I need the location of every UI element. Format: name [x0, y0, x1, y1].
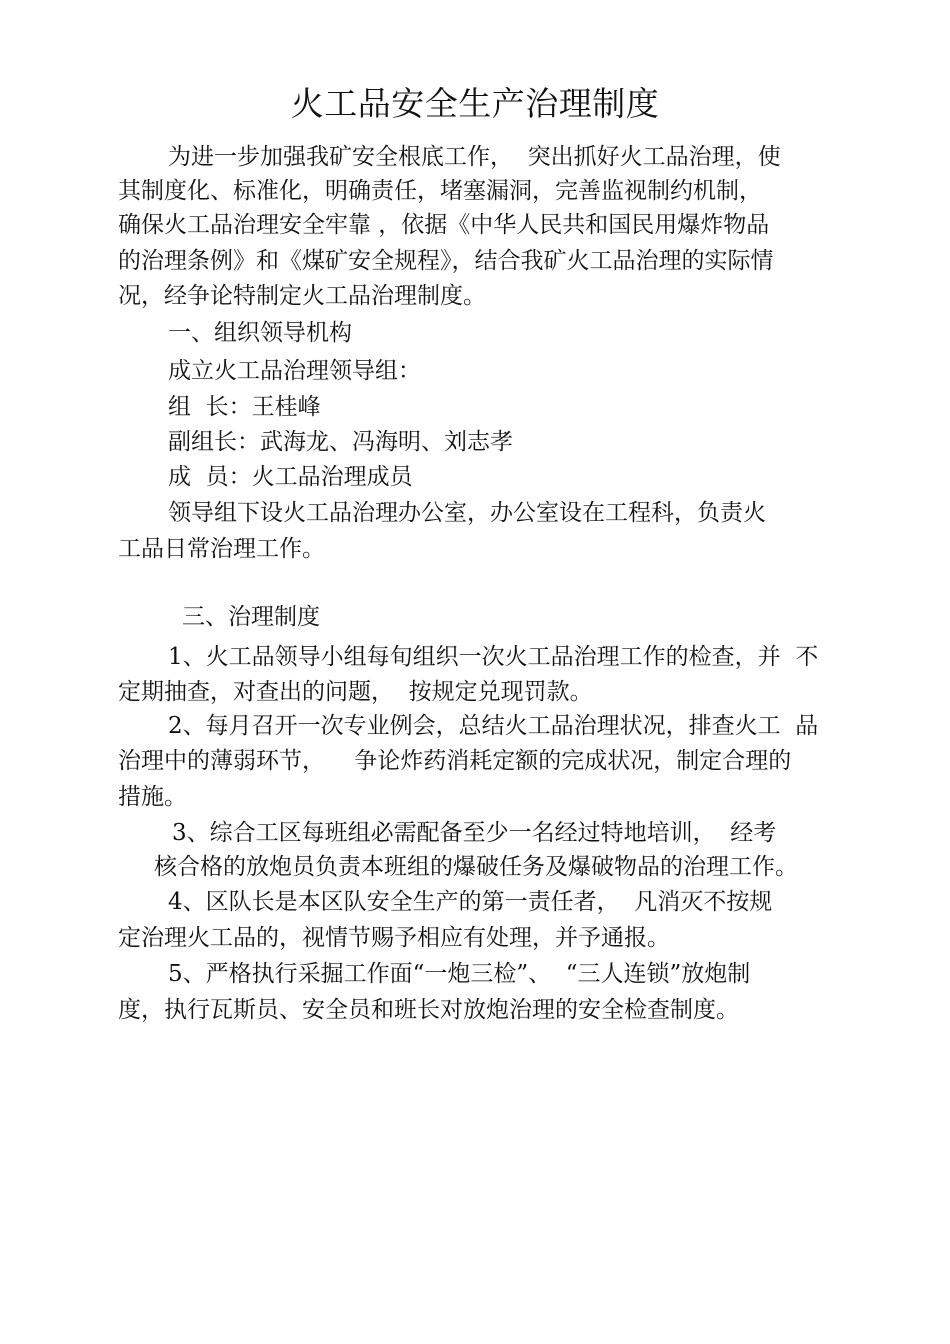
body-line: 5、严格执行采掘工作面“一炮三检”、 “三人连锁”放炮制	[168, 961, 751, 987]
body-line: 成立火工品治理领导组：	[168, 358, 421, 384]
body-line: 定治理火工品的，视情节赐予相应有处理，并予通报。	[118, 925, 670, 951]
body-line: 核合格的放炮员负责本班组的爆破任务及爆破物品的治理工作。	[154, 854, 798, 880]
body-line: 领导组下设火工品治理办公室，办公室设在工程科，负责火	[168, 500, 766, 526]
body-line: 为进一步加强我矿安全根底工作， 突出抓好火工品治理，使	[168, 144, 781, 170]
body-line: 其制度化、标准化，明确责任，堵塞漏洞，完善监视制约机制，	[118, 178, 762, 204]
body-line: 况，经争论特制定火工品治理制度。	[118, 283, 486, 309]
body-line: 3、综合工区每班组必需配备至少一名经过特地培训， 经考	[172, 820, 777, 846]
body-line: 度，执行瓦斯员、安全员和班长对放炮治理的安全检查制度。	[118, 997, 739, 1023]
member-line: 组 长：王桂峰	[168, 394, 321, 420]
body-line: 1、火工品领导小组每旬组织一次火工品治理工作的检查，并 不	[168, 644, 819, 670]
body-line: 4、区队长是本区队安全生产的第一责任者， 凡消灭不按规	[168, 889, 773, 915]
body-line: 2、每月召开一次专业例会，总结火工品治理状况，排查火工 品	[168, 713, 819, 739]
member-line: 成 员：火工品治理成员	[168, 464, 413, 490]
body-line: 措施。	[118, 784, 187, 810]
document-title: 火工品安全生产治理制度	[290, 84, 660, 123]
body-line: 定期抽查，对查出的问题， 按规定兑现罚款。	[118, 679, 593, 705]
member-line: 副组长：武海龙、冯海明、刘志孝	[168, 429, 513, 455]
body-line: 确保火工品治理安全牢靠 ，依据《中华人民共和国民用爆炸物品	[118, 212, 770, 238]
body-line: 工品日常治理工作。	[118, 536, 325, 562]
body-line: 治理中的薄弱环节， 争论炸药消耗定额的完成状况，制定合理的	[118, 748, 792, 774]
section-heading: 一、组织领导机构	[168, 320, 352, 346]
body-line: 的治理条例》和《煤矿安全规程》，结合我矿火工品治理的实际情	[118, 248, 774, 274]
section-heading: 三、治理制度	[182, 604, 320, 630]
